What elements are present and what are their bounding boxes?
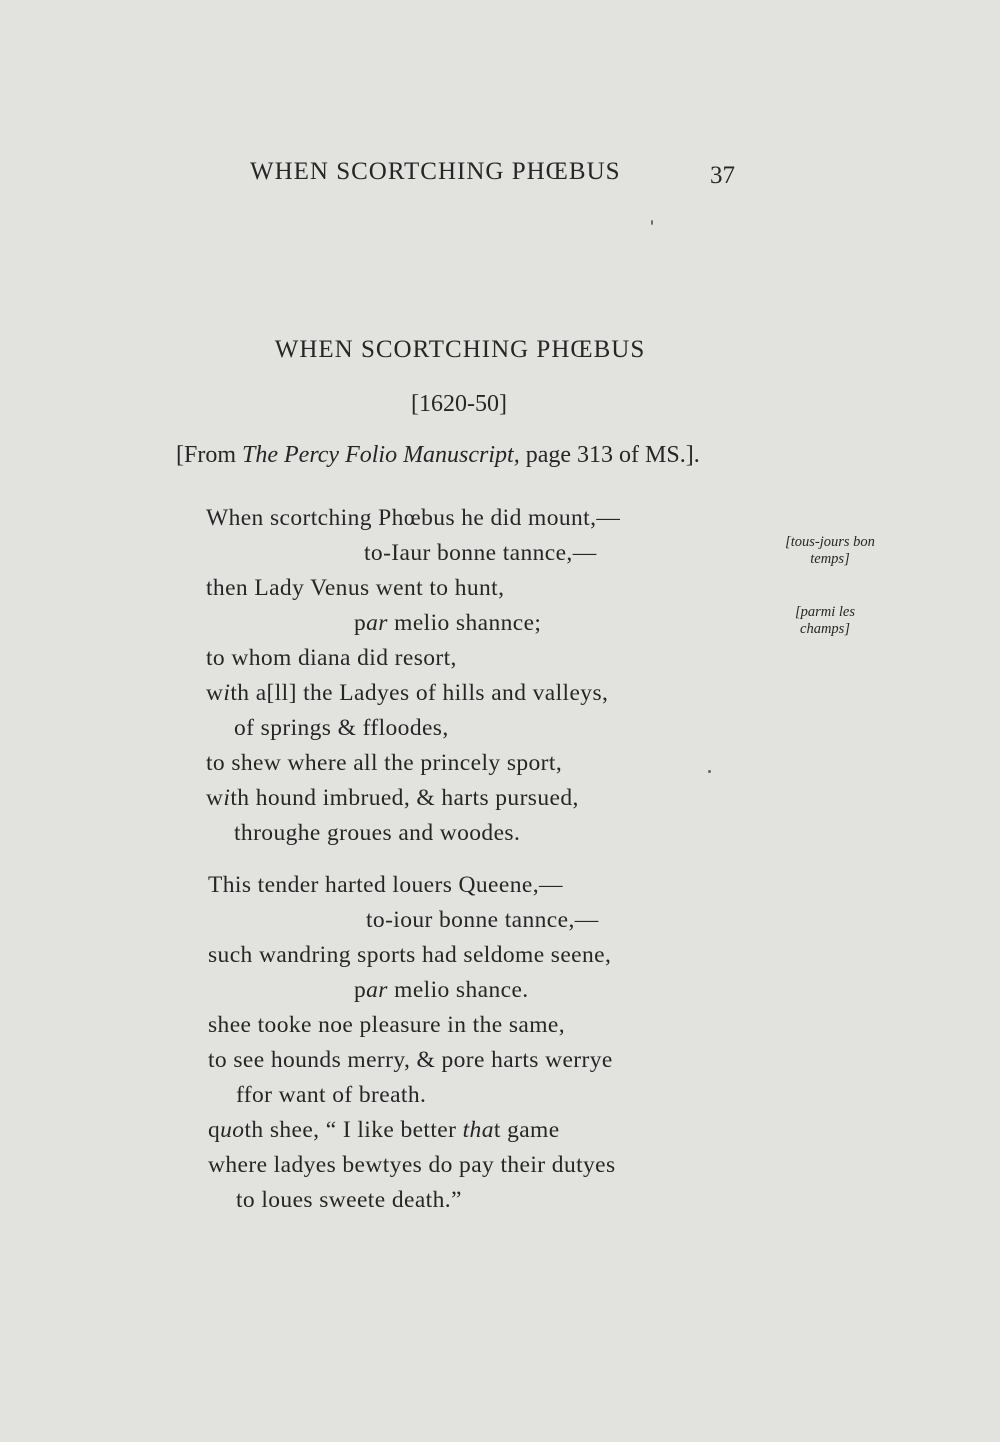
verse-line: This tender harted louers Queene,— [208,872,563,898]
running-head-title: WHEN SCORTCHING PHŒBUS [250,158,621,185]
word-that-tha: tha [462,1117,494,1143]
word-with-i: i [223,680,231,706]
verse-line-rest: a[ll] the Ladyes of hills and valleys, [255,680,609,706]
word-par-p: p [354,977,367,1003]
word-with-w: w [206,680,224,706]
verse-line: throughe groues and woodes. [234,820,521,846]
verse-line: to shew where all the princely sport, [206,750,563,776]
paper-speck [708,770,711,773]
word-par-p: p [354,610,367,636]
verse-line: to-iour bonne tannce,— [366,907,599,933]
word-with-th: th [230,680,250,706]
verse-line [206,785,579,812]
verse-line: to see hounds merry, & pore harts werrye [208,1047,613,1073]
verse-line [354,610,541,637]
verse-line: such wandring sports had seldome seene, [208,942,612,968]
word-par-ar: ar [366,977,388,1003]
word-with-th: th [230,785,250,811]
source-suffix: page 313 of MS.]. [519,442,700,468]
verse-line: to whom diana did resort, [206,645,457,671]
running-head [250,158,735,189]
verse-line [206,680,608,707]
verse-line: When scortching Phœbus he did mount,— [206,505,621,531]
verse-line: where ladyes bewtyes do pay their dutyes [208,1152,616,1178]
poem-title: WHEN SCORTCHING PHŒBUS [274,336,646,363]
word-with-i: i [223,785,231,811]
source-citation [176,442,700,469]
verse-line: of springs & ffloodes, [234,715,449,741]
verse-line: shee tooke noe pleasure in the same, [208,1012,565,1038]
verse-line-rest: hound imbrued, & harts pursued, [255,785,579,811]
verse-line [208,1117,560,1144]
verse-line-rest: melio shance. [394,977,529,1003]
word-quoth-q: q [208,1117,221,1143]
verse-line: to loues sweete death.” [236,1187,462,1213]
verse-line: ffor want of breath. [236,1082,427,1108]
paper-speck [651,220,653,225]
page-number: 37 [710,162,735,189]
word-par-ar: ar [366,610,388,636]
verse-line: to-Iaur bonne tannce,— [364,540,597,566]
verse-line-part: t game [493,1117,560,1143]
verse-line: then Lady Venus went to hunt, [206,575,505,601]
margin-note: [parmi les champs] [794,604,856,637]
verse-line [354,977,529,1004]
word-quoth-uo: uo [220,1117,245,1143]
verse-line-rest: melio shannce; [394,610,542,636]
margin-note: [tous-jours bon temps] [785,534,875,567]
word-with-w: w [206,785,224,811]
source-work: The Percy Folio Manuscript, [242,442,520,468]
verse-line-part: th shee, “ I like better [244,1117,463,1143]
poem-date: [1620-50] [411,391,507,417]
source-prefix: [From [176,442,242,468]
